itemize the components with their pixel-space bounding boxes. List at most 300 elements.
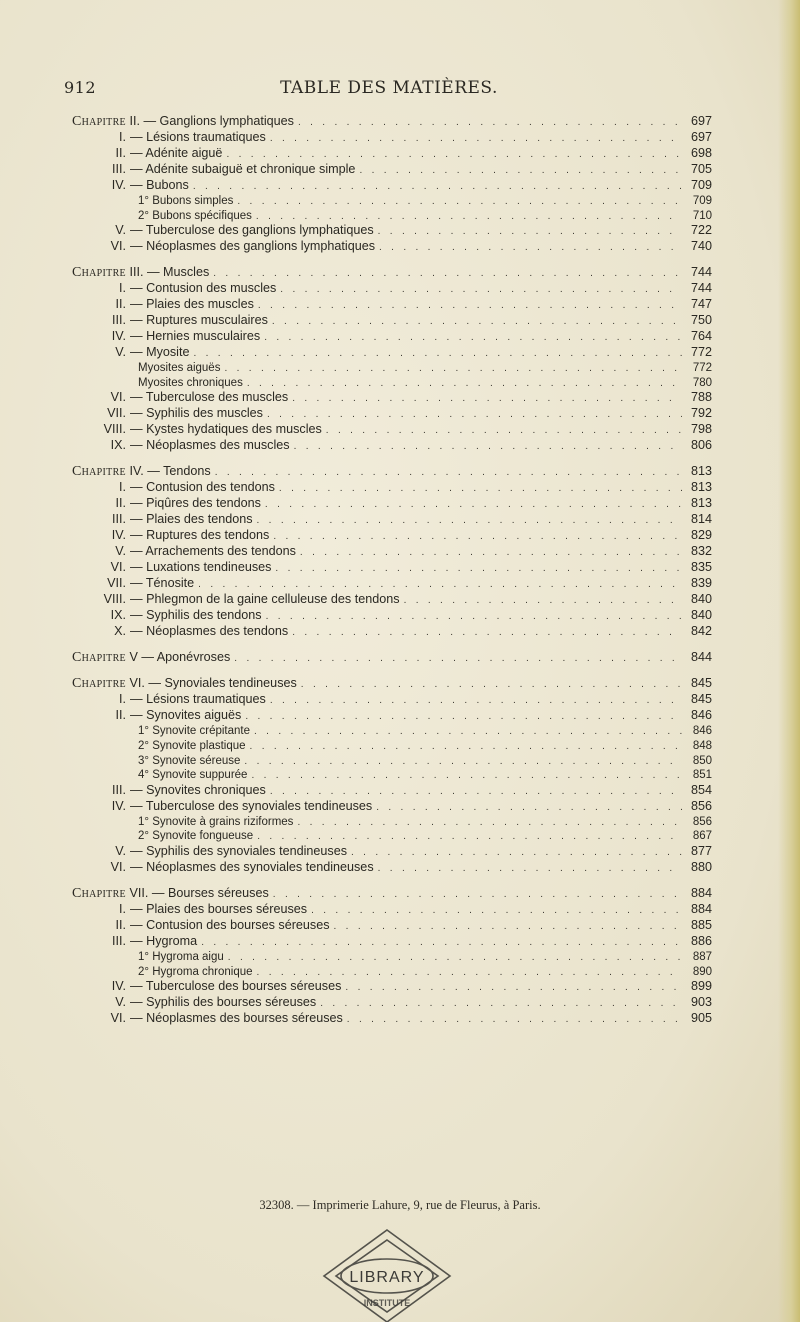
entry-title: — Piqûres des tendons: [130, 496, 261, 511]
entry-label: [90, 859, 374, 875]
entry-number: II.: [115, 917, 126, 932]
toc-entry: [72, 527, 712, 543]
entry-label: [90, 437, 290, 453]
toc-entry: [72, 161, 712, 177]
entry-title: — Lésions traumatiques: [130, 130, 266, 144]
entry-title: — Néoplasmes des ganglions lymphatiques: [130, 239, 376, 254]
entry-page: 903: [690, 995, 712, 1010]
entry-label: [90, 691, 266, 707]
entry-label: [90, 901, 307, 917]
dot-leader: [258, 298, 682, 314]
chapter-page: 884: [690, 885, 712, 900]
dot-leader: [244, 754, 682, 770]
toc-entry: [72, 222, 712, 238]
entry-page: 806: [690, 438, 712, 453]
dot-leader: [378, 224, 682, 240]
toc-entry: [72, 843, 712, 859]
entry-number: IV.: [111, 178, 126, 192]
subentry-title: 1° Synovite à grains riziformes: [138, 815, 294, 828]
chapter-heading: [72, 113, 712, 129]
entry-label: [90, 421, 322, 437]
entry-title: — Contusion des muscles: [130, 281, 277, 296]
dot-leader: [267, 407, 682, 423]
toc-entry: [72, 495, 712, 511]
entry-label: [90, 344, 189, 360]
entry-title: — Ruptures des tendons: [130, 528, 270, 543]
entry-title: — Contusion des tendons: [130, 480, 275, 495]
chapter-block: [72, 675, 712, 875]
toc-entry: [72, 437, 712, 453]
chapter-block: [72, 463, 712, 639]
chapter-word: Chapitre: [72, 464, 126, 480]
entry-label: [90, 328, 260, 344]
entry-title: — Contusion des bourses séreuses: [130, 917, 330, 932]
dot-leader: [301, 677, 682, 693]
toc-entry: [72, 901, 712, 917]
toc-entry: [72, 707, 712, 723]
entry-label: [90, 177, 189, 193]
toc-subentry: [72, 193, 712, 208]
entry-number: V.: [115, 223, 126, 238]
entry-page: 846: [690, 708, 712, 723]
entry-page: 798: [690, 422, 712, 437]
dot-leader: [264, 330, 682, 346]
page-header: [64, 78, 714, 100]
entry-label: [90, 389, 288, 405]
entry-page: 698: [690, 146, 712, 160]
chapter-label: [72, 113, 294, 130]
chapter-heading: [72, 463, 712, 479]
entry-title: — Ténosite: [130, 576, 195, 591]
entry-number: VI.: [110, 560, 126, 575]
entry-page: 750: [690, 313, 712, 328]
subentry-page: 846: [692, 725, 712, 738]
entry-number: III.: [112, 933, 126, 948]
dot-leader: [273, 887, 682, 903]
entry-title: — Kystes hydatiques des muscles: [130, 422, 322, 437]
toc-entry: [72, 559, 712, 575]
entry-title: — Hernies musculaires: [130, 329, 261, 344]
chapter-block: [72, 885, 712, 1026]
entry-page: 899: [690, 979, 712, 994]
dot-leader: [265, 497, 682, 513]
entry-title: — Tuberculose des ganglions lymphatiques: [130, 223, 374, 238]
entry-label: [90, 543, 296, 559]
dot-leader: [378, 861, 682, 877]
dot-leader: [298, 115, 682, 131]
entry-title: — Tuberculose des muscles: [130, 390, 289, 405]
entry-number: II.: [115, 297, 126, 312]
chapter-heading: [72, 649, 712, 665]
subentry-page: 710: [692, 209, 712, 222]
toc-entry: [72, 1010, 712, 1026]
entry-label: [90, 591, 400, 607]
toc-entry: [72, 917, 712, 933]
dot-leader: [273, 529, 682, 545]
dot-leader: [228, 950, 682, 966]
dot-leader: [257, 513, 682, 529]
entry-title: — Lésions traumatiques: [130, 692, 266, 707]
entry-page: 764: [690, 329, 712, 344]
dot-leader: [280, 282, 682, 298]
entry-number: IV.: [111, 798, 126, 813]
toc-entry: [72, 543, 712, 559]
entry-page: 845: [690, 692, 712, 707]
entry-number: X.: [114, 624, 126, 639]
entry-page: 877: [690, 843, 712, 858]
entry-label: [90, 405, 263, 421]
dot-leader: [326, 423, 682, 439]
subentry-page: 772: [692, 362, 712, 375]
entry-title: — Synovites aiguës: [130, 708, 242, 723]
chapter-number: V: [129, 650, 138, 665]
chapter-block: [72, 649, 712, 665]
subentry-title: Myosites aiguës: [138, 362, 221, 375]
toc-entry: [72, 691, 712, 707]
chapter-heading: [72, 264, 712, 280]
chapter-label: [72, 649, 230, 666]
chapter-title: — Ganglions lymphatiques: [143, 114, 294, 128]
chapter-page: 845: [690, 676, 712, 691]
subentry-title: 1° Bubons simples: [138, 195, 234, 207]
toc-entry: [72, 859, 712, 875]
chapter-page: 813: [690, 464, 712, 479]
dot-leader: [359, 163, 682, 179]
entry-number: V.: [115, 995, 126, 1010]
toc-entry: [72, 145, 712, 161]
dot-leader: [351, 845, 682, 861]
toc-entry: [72, 933, 712, 949]
dot-leader: [272, 314, 682, 330]
page-edge: [778, 0, 800, 1322]
entry-number: VIII.: [103, 592, 126, 607]
dot-leader: [201, 935, 682, 951]
entry-title: — Plaies des bourses séreuses: [130, 901, 308, 916]
entry-page: 856: [690, 798, 712, 813]
chapter-label: [72, 463, 211, 480]
subentry-title: 2° Bubons spécifiques: [138, 209, 252, 222]
toc-entry: [72, 607, 712, 623]
subentry-title: Myosites chroniques: [138, 376, 243, 389]
toc-entry: [72, 421, 712, 437]
stamp-text: LIBRARY: [349, 1269, 425, 1286]
dot-leader: [250, 739, 682, 755]
chapter-word: Chapitre: [72, 885, 126, 901]
entry-number: I.: [119, 130, 126, 144]
toc-entry: [72, 479, 712, 495]
entry-label: [90, 782, 266, 798]
toc-entry: [72, 389, 712, 405]
dot-leader: [347, 1012, 682, 1028]
entry-label: [90, 238, 375, 254]
entry-number: III.: [112, 512, 126, 527]
entry-title: — Plaies des tendons: [130, 512, 253, 527]
page-title: TABLE DES MATIÈRES.: [280, 78, 498, 98]
entry-label: [90, 527, 269, 543]
entry-page: 813: [690, 496, 712, 511]
entry-number: V.: [115, 345, 126, 360]
entry-title: — Néoplasmes des bourses séreuses: [130, 1011, 343, 1026]
entry-label: [90, 623, 288, 639]
entry-number: VI.: [110, 390, 126, 405]
dot-leader: [292, 625, 682, 641]
entry-page: 740: [690, 239, 712, 254]
dot-leader: [300, 545, 682, 561]
chapter-heading: [72, 885, 712, 901]
dot-leader: [320, 996, 682, 1012]
toc-entry: [72, 296, 712, 312]
dot-leader: [193, 179, 682, 195]
entry-label: [90, 917, 330, 933]
entry-number: VIII.: [103, 422, 126, 437]
chapter-heading: [72, 675, 712, 691]
chapter-word: Chapitre: [72, 676, 126, 692]
entry-label: [90, 607, 262, 623]
dot-leader: [311, 903, 682, 919]
dot-leader: [275, 561, 682, 577]
dot-leader: [292, 391, 682, 407]
chapter-page: 697: [690, 114, 712, 128]
subentry-title: 2° Synovite plastique: [138, 739, 246, 752]
entry-label: [90, 1010, 343, 1026]
entry-number: VI.: [110, 239, 126, 254]
entry-label: [90, 129, 266, 145]
chapter-label: [72, 885, 269, 902]
toc-subentry: [72, 949, 712, 964]
entry-number: VI.: [110, 859, 126, 874]
toc-subentry: [72, 753, 712, 768]
entry-title: — Bubons: [130, 178, 189, 192]
entry-title: — Phlegmon de la gaine celluleuse des tendons: [130, 592, 400, 607]
subentry-page: 851: [692, 769, 712, 782]
entry-number: III.: [112, 313, 126, 328]
chapter-title: — Synoviales tendineuses: [148, 676, 297, 691]
entry-title: — Luxations tendineuses: [130, 560, 272, 575]
chapter-number: III.: [129, 265, 144, 280]
entry-title: — Hygroma: [130, 933, 198, 948]
entry-page: 772: [690, 345, 712, 360]
toc-entry: [72, 978, 712, 994]
entry-title: — Syphilis des synoviales tendineuses: [130, 843, 348, 858]
imprint-footer: 32308. — Imprimerie Lahure, 9, rue de Fleurus, à Paris.: [259, 1198, 541, 1212]
chapter-word: Chapitre: [72, 265, 126, 281]
entry-page: 886: [690, 933, 712, 948]
entry-number: II.: [115, 708, 126, 723]
entry-number: IV.: [111, 329, 126, 344]
library-stamp: [312, 1206, 462, 1322]
entry-page: 840: [690, 608, 712, 623]
entry-number: I.: [119, 281, 126, 296]
entry-label: [90, 280, 276, 296]
entry-number: II.: [115, 496, 126, 511]
entry-title: — Néoplasmes des muscles: [130, 438, 290, 453]
entry-title: — Syphilis des tendons: [130, 608, 262, 623]
toc-subentry: [72, 828, 712, 843]
entry-number: VI.: [110, 1011, 126, 1026]
chapter-block: [72, 264, 712, 453]
entry-page: 854: [690, 782, 712, 797]
entry-title: — Syphilis des bourses séreuses: [130, 995, 317, 1010]
dot-leader: [279, 481, 682, 497]
entry-number: I.: [119, 901, 126, 916]
chapter-page: 844: [690, 650, 712, 665]
entry-label: [90, 479, 275, 495]
chapter-word: Chapitre: [72, 114, 126, 129]
entry-number: IV.: [111, 979, 126, 994]
dot-leader: [215, 465, 682, 481]
entry-label: [90, 978, 341, 994]
entry-title: — Adénite subaiguë et chronique simple: [130, 162, 356, 176]
entry-title: — Néoplasmes des tendons: [130, 624, 289, 639]
entry-number: III.: [112, 782, 126, 797]
subentry-title: 2° Hygroma chronique: [138, 965, 253, 978]
chapter-title: — Aponévroses: [141, 650, 231, 665]
toc-entry: [72, 177, 712, 193]
subentry-page: 848: [692, 739, 712, 752]
chapter-number: VII.: [129, 885, 149, 900]
entry-title: — Tuberculose des bourses séreuses: [130, 979, 342, 994]
entry-label: [90, 843, 347, 859]
dot-leader: [213, 266, 682, 282]
subentry-title: 1° Hygroma aigu: [138, 950, 224, 963]
subentry-title: 4° Synovite suppurée: [138, 769, 248, 782]
toc-subentry: [72, 208, 712, 223]
entry-label: [90, 312, 268, 328]
entry-page: 884: [690, 901, 712, 916]
entry-title: — Adénite aiguë: [130, 146, 223, 160]
entry-title: — Plaies des muscles: [130, 297, 254, 312]
entry-page: 839: [690, 576, 712, 591]
toc-entry: [72, 511, 712, 527]
subentry-page: 867: [692, 830, 712, 843]
entry-label: [90, 511, 253, 527]
subentry-title: 3° Synovite séreuse: [138, 754, 241, 767]
entry-page: 842: [690, 624, 712, 639]
subentry-page: 780: [692, 376, 712, 389]
toc-subentry: [72, 723, 712, 738]
entry-page: 840: [690, 592, 712, 607]
entry-number: V.: [115, 843, 126, 858]
entry-page: 709: [690, 178, 712, 192]
toc-subentry: [72, 814, 712, 829]
entry-page: 813: [690, 480, 712, 495]
entry-title: — Ruptures musculaires: [130, 313, 268, 328]
entry-title: — Syphilis des muscles: [130, 406, 263, 421]
entry-page: 697: [690, 130, 712, 144]
entry-page: 744: [690, 281, 712, 296]
entry-label: [90, 575, 194, 591]
dot-leader: [270, 693, 682, 709]
entry-page: 722: [690, 223, 712, 238]
dot-leader: [345, 980, 682, 996]
entry-title: — Myosite: [130, 345, 190, 360]
dot-leader: [234, 651, 682, 667]
dot-leader: [266, 609, 682, 625]
table-of-contents: [72, 113, 712, 1026]
entry-page: 705: [690, 162, 712, 176]
entry-page: 835: [690, 560, 712, 575]
toc-entry: [72, 129, 712, 145]
dot-leader: [270, 131, 682, 147]
entry-label: [90, 707, 241, 723]
subentry-page: 890: [692, 965, 712, 978]
toc-entry: [72, 344, 712, 360]
chapter-label: [72, 675, 297, 692]
toc-entry: [72, 994, 712, 1010]
dot-leader: [404, 593, 682, 609]
toc-subentry: [72, 375, 712, 390]
page-number: 912: [64, 78, 97, 97]
chapter-number: VI.: [129, 676, 145, 691]
dot-leader: [376, 800, 682, 816]
toc-entry: [72, 591, 712, 607]
toc-entry: [72, 238, 712, 254]
dot-leader: [247, 376, 682, 392]
toc-subentry: [72, 767, 712, 782]
dot-leader: [379, 240, 682, 256]
toc-subentry: [72, 360, 712, 375]
entry-page: 885: [690, 917, 712, 932]
entry-title: — Tuberculose des synoviales tendineuses: [130, 798, 373, 813]
chapter-title: — Bourses séreuses: [151, 885, 269, 900]
entry-title: — Néoplasmes des synoviales tendineuses: [130, 859, 374, 874]
dot-leader: [224, 361, 682, 377]
entry-label: [90, 798, 372, 814]
chapter-number: IV.: [129, 464, 144, 479]
chapter-number: II.: [129, 114, 140, 128]
stamp-border-text: INSTITUTE: [363, 1298, 411, 1308]
dot-leader: [193, 346, 682, 362]
entry-label: [90, 296, 254, 312]
entry-page: 788: [690, 390, 712, 405]
entry-page: 905: [690, 1011, 712, 1026]
entry-page: 747: [690, 297, 712, 312]
subentry-title: 1° Synovite crépitante: [138, 725, 250, 738]
dot-leader: [334, 919, 682, 935]
toc-entry: [72, 405, 712, 421]
chapter-label: [72, 264, 209, 281]
toc-entry: [72, 312, 712, 328]
dot-leader: [237, 194, 682, 210]
entry-label: [90, 145, 222, 161]
entry-label: [90, 559, 271, 575]
entry-page: 829: [690, 528, 712, 543]
subentry-page: 887: [692, 950, 712, 963]
entry-title: — Arrachements des tendons: [130, 544, 296, 559]
dot-leader: [297, 815, 682, 831]
entry-number: VII.: [107, 406, 126, 421]
toc-entry: [72, 328, 712, 344]
dot-leader: [245, 709, 682, 725]
chapter-page: 744: [690, 265, 712, 280]
toc-entry: [72, 575, 712, 591]
toc-entry: [72, 280, 712, 296]
entry-page: 880: [690, 859, 712, 874]
entry-label: [90, 495, 261, 511]
entry-label: [90, 222, 374, 238]
entry-label: [90, 161, 355, 177]
chapter-block: [72, 113, 712, 254]
toc-subentry: [72, 964, 712, 979]
dot-leader: [254, 724, 682, 740]
dot-leader: [251, 768, 682, 784]
subentry-page: 850: [692, 754, 712, 767]
toc-entry: [72, 623, 712, 639]
chapter-word: Chapitre: [72, 650, 126, 666]
entry-number: III.: [112, 162, 126, 176]
entry-number: I.: [119, 480, 126, 495]
entry-number: IV.: [111, 528, 126, 543]
